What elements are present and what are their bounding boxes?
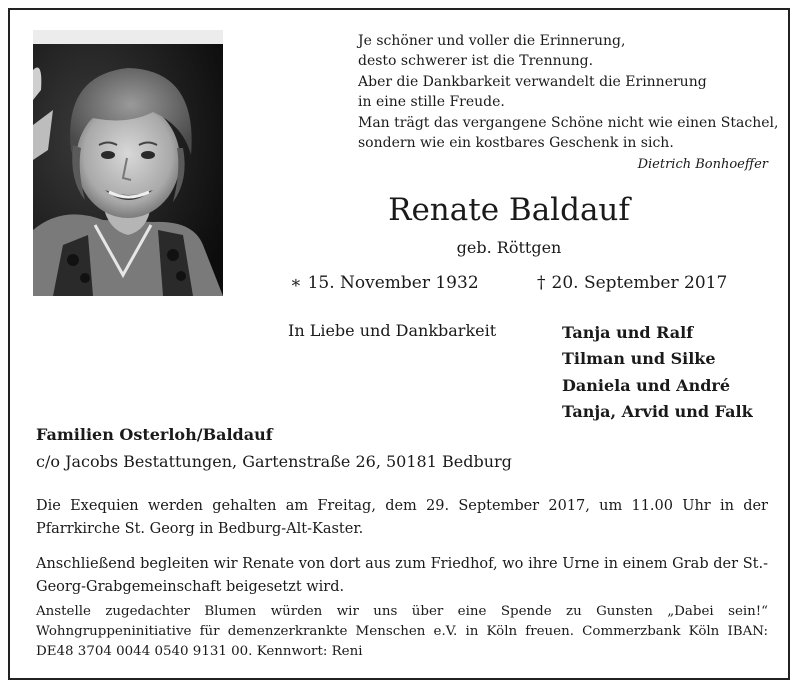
mourner-entry: Tanja, Arvid und Falk xyxy=(562,402,753,422)
donation-notice: Anstelle zugedachter Blumen würden wir uns über eine Spende zu Gunsten „Dabei sein!“ Wohngruppeninitiative für demenzerkrankte Menschen e.V. in Köln freuen. Commerzbank Köln IBAN: DE48 3704 0044 0540 9131 00. Kennwort: Reni xyxy=(36,604,768,659)
birth-star-icon: ∗ xyxy=(290,273,302,293)
deceased-name: Renate Baldauf xyxy=(388,192,630,228)
mourning-intro: In Liebe und Dankbarkeit xyxy=(288,321,497,340)
family-name: Familien Osterloh/Baldauf xyxy=(36,425,273,444)
poem-author: Dietrich Bonhoeffer xyxy=(637,157,768,172)
birth-date-line xyxy=(290,271,479,295)
memorial-poem xyxy=(358,31,779,153)
poem-line: Man trägt das vergangene Schöne nicht wie einen Stachel, xyxy=(358,114,779,131)
birth-date: 15. November 1932 xyxy=(307,273,479,293)
poem-line: in eine stille Freude. xyxy=(358,94,505,111)
mourner-entry: Daniela und André xyxy=(562,375,731,395)
maiden-name: geb. Röttgen xyxy=(456,238,562,257)
poem-line: Aber die Dankbarkeit verwandelt die Erinnerung xyxy=(358,73,707,90)
death-cross-icon: † xyxy=(537,273,546,293)
family-address: c/o Jacobs Bestattungen, Gartenstraße 26, 50181 Bedburg xyxy=(36,452,512,471)
portrait-photo xyxy=(33,30,223,296)
burial-notice: Anschließend begleiten wir Renate von dort aus zum Friedhof, wo ihre Urne in einem Grab der St.-Georg-Grabgemeinschaft beigesetzt wird. xyxy=(36,556,768,595)
death-date: 20. September 2017 xyxy=(551,273,728,293)
mourners-list xyxy=(562,320,753,426)
poem-line: Je schöner und voller die Erinnerung, xyxy=(358,33,626,49)
poem-line: desto schwerer ist die Trennung. xyxy=(358,53,594,70)
exequien-notice: Die Exequien werden gehalten am Freitag, dem 29. September 2017, um 11.00 Uhr in der Pfarrkirche St. Georg in Bedburg-Alt-Kaster. xyxy=(36,498,768,537)
mourner-entry: Tilman und Silke xyxy=(562,349,716,369)
portrait-illustration xyxy=(33,30,223,296)
death-date-line xyxy=(537,271,727,295)
poem-line: sondern wie ein kostbares Geschenk in sich. xyxy=(358,135,674,152)
mourner-entry: Tanja und Ralf xyxy=(562,323,694,342)
